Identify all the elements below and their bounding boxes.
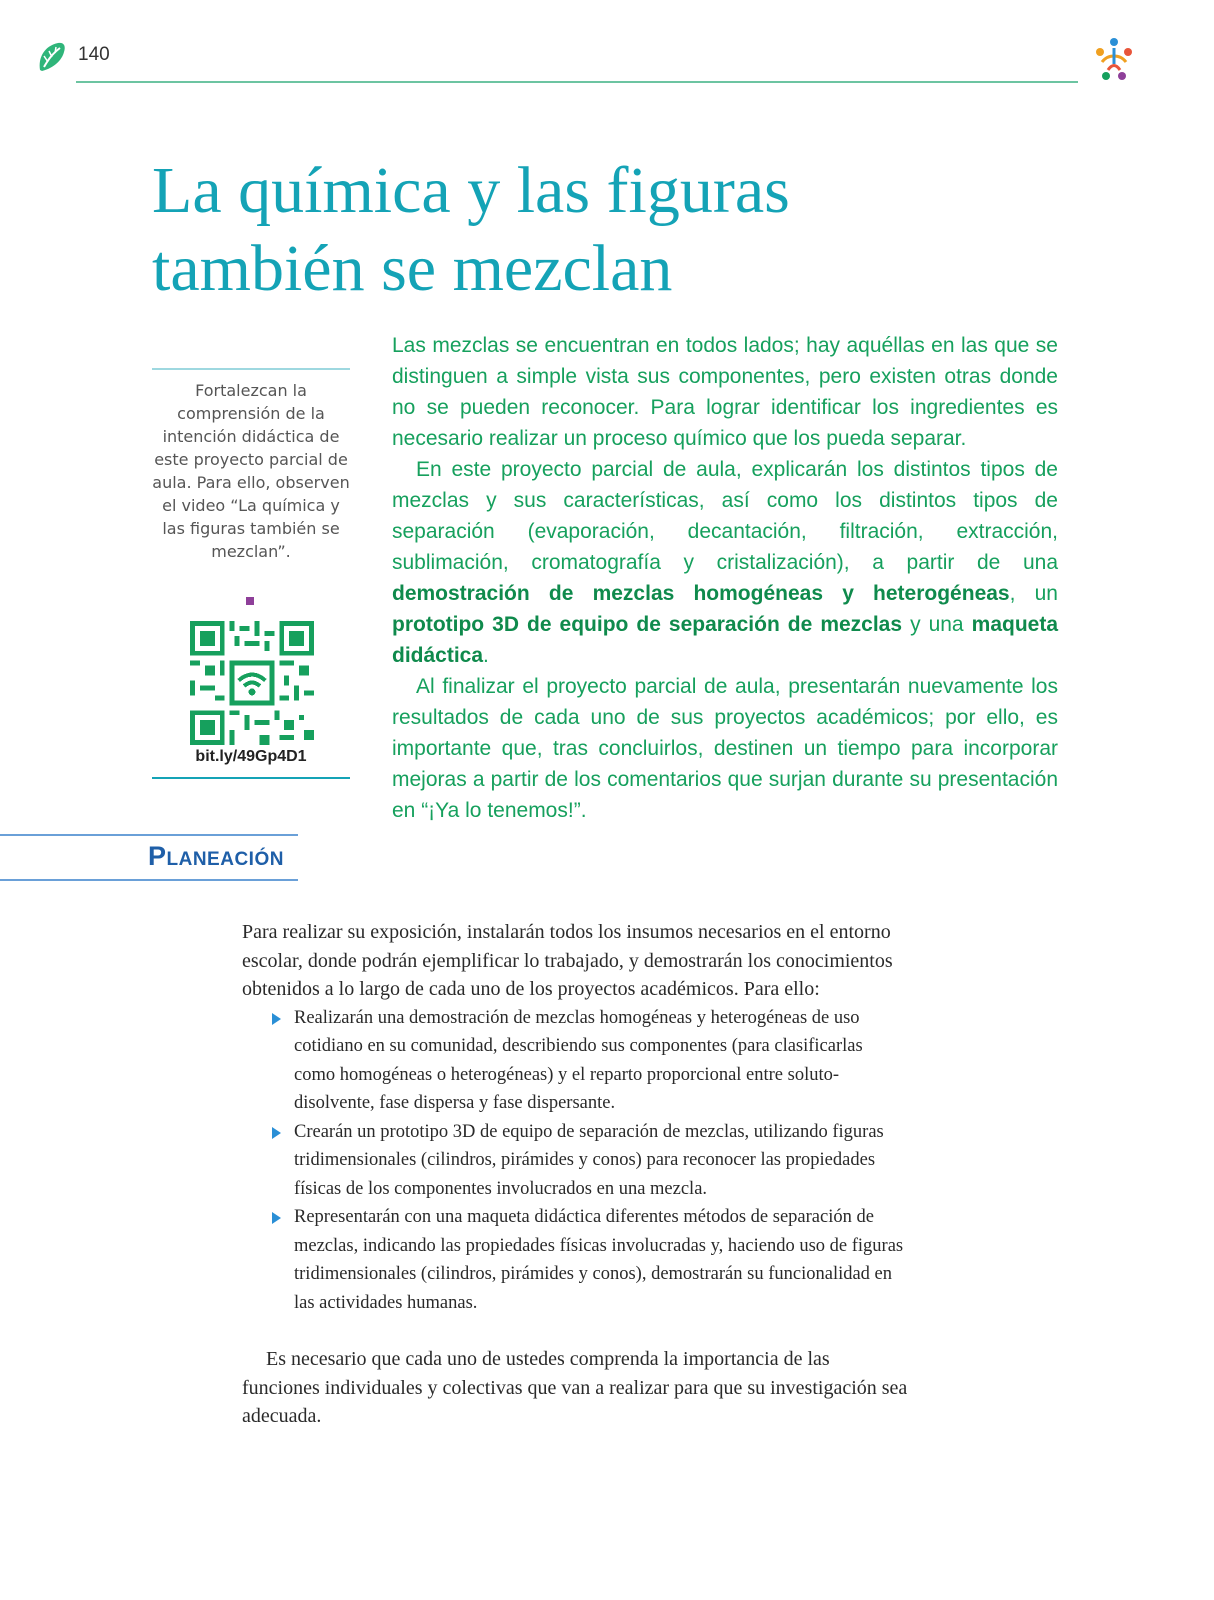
list-item xyxy=(242,1118,908,1204)
sidebar-top-rule xyxy=(152,368,350,370)
intro-p2-text-d: y una xyxy=(902,613,972,636)
intro-p2-text-e: . xyxy=(483,644,489,667)
intro-text xyxy=(392,330,1058,826)
bullet-triangle-icon xyxy=(272,1212,281,1224)
title-line-1: La química y las figuras xyxy=(152,154,790,227)
intro-paragraph-2 xyxy=(392,454,1058,671)
list-item xyxy=(242,1203,908,1317)
section-rule-top xyxy=(0,834,298,836)
sidebar-bottom-rule xyxy=(152,777,350,779)
section-rule-bottom xyxy=(0,879,298,881)
title-line-2: también se mezclan xyxy=(152,232,673,305)
list-item xyxy=(242,1004,908,1118)
sidebar-marker xyxy=(246,597,254,605)
list-item-text: Crearán un prototipo 3D de equipo de separación de mezclas, utilizando figuras tridimensionales (cilindros, pirámides y conos) para reconocer las propiedades físicas de los componentes involucrados en una mezcla. xyxy=(294,1121,884,1199)
header-rule xyxy=(76,81,1078,83)
intro-p2-text-a: En este proyecto parcial de aula, explicarán los distintos tipos de mezclas y sus características, así como los distintos tipos de separación (evaporación, decantación, filtración, extracción, sublimación, cromatografía y cristalización), a partir de una xyxy=(392,458,1058,574)
intro-p2-text-c: , un xyxy=(1009,582,1058,605)
intro-p2-bold-3: maqueta didáctica xyxy=(392,613,1058,667)
leaf-icon xyxy=(36,40,68,74)
body-text xyxy=(242,918,908,1431)
body-closing: Es necesario que cada uno de ustedes comprenda la importancia de las funciones individuales y colectivas que van a realizar para que su investigación sea adecuada. xyxy=(242,1348,908,1427)
bullet-triangle-icon xyxy=(272,1127,281,1139)
intro-paragraph-1: Las mezclas se encuentran en todos lados; hay aquéllas en las que se distinguen a simple vista sus componentes, pero existen otras donde no se pueden reconocer. Para lograr identificar los ingredientes es necesario realizar un proceso químico que los pueda separar. xyxy=(392,334,1058,450)
sidebar-note: Fortalezcan la comprensión de la intención didáctica de este proyecto parcial de aula. Para ello, observen el video “La química y las figuras también se mezclan”. xyxy=(152,381,350,561)
body-lead: Para realizar su exposición, instalarán todos los insumos necesarios en el entorno escolar, donde podrán ejemplificar lo trabajado, y demostrarán los conocimientos obtenidos a lo largo de cada uno de los proyectos académicos. Para ello: xyxy=(242,921,893,1000)
intro-p2-bold-2: prototipo 3D de equipo de separación de mezclas xyxy=(392,613,903,636)
section-heading: Planeación xyxy=(148,841,284,871)
project-logo-icon xyxy=(1088,34,1140,86)
bullet-triangle-icon xyxy=(272,1013,281,1025)
list-item-text: Representarán con una maqueta didáctica diferentes métodos de separación de mezclas, indicando las propiedades físicas involucradas y, haciendo uso de figuras tridimensionales (cilindros, pirámides y conos), demostrarán su funcionalidad en las actividades humanas. xyxy=(294,1207,904,1313)
page-number: 140 xyxy=(78,44,110,65)
short-link[interactable]: bit.ly/49Gp4D1 xyxy=(195,748,307,765)
bullet-list xyxy=(242,1004,908,1318)
intro-paragraph-3: Al finalizar el proyecto parcial de aula, presentarán nuevamente los resultados de cada uno de sus proyectos académicos; por ello, es importante que, tras concluirlos, destinen un tiempo para incorporar mejoras a partir de los comentarios que surjan durante su presentación en “¡Ya lo tenemos!”. xyxy=(392,675,1058,822)
qr-code-icon[interactable] xyxy=(190,621,314,745)
page-title xyxy=(152,152,912,308)
list-item-text: Realizarán una demostración de mezclas homogéneas y heterogéneas de uso cotidiano en su comunidad, describiendo sus componentes (para clasificarlas como homogéneas o heterogéneas) y el reparto proporcional entre soluto-disolvente, fase dispersa y fase dispersante. xyxy=(294,1007,863,1113)
intro-p2-bold-1: demostración de mezclas homogéneas y heterogéneas xyxy=(392,582,1010,605)
